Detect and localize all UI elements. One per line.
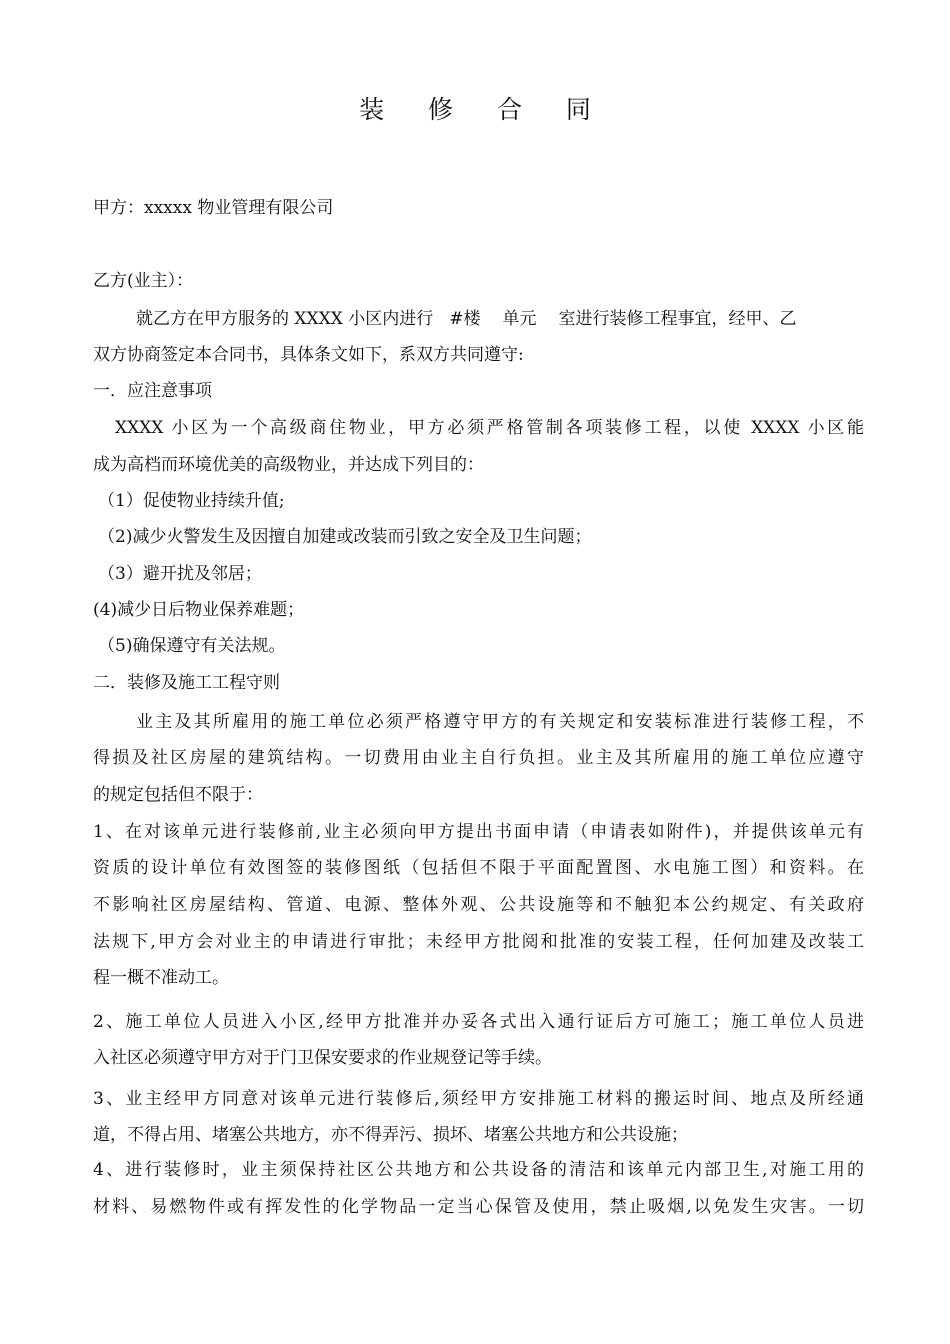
- section-2-paragraph-line-1: 业主及其所雇用的施工单位必须严格遵守甲方的有关规定和安装标准进行装修工程，不: [136, 712, 864, 732]
- clause-3-line-1: 3、业主经甲方同意对该单元进行装修后,须经甲方安排施工材料的搬运时间、地点及所经通: [93, 1089, 864, 1109]
- intro-text-1: 就乙方在甲方服务的 XXXX 小区内进行: [136, 309, 434, 329]
- party-b-line: 乙方(业主）：: [93, 271, 194, 291]
- section-1-item-4: (4)减少日后物业保养难题；: [93, 600, 305, 620]
- clause-1-line-3: 不影响社区房屋结构、管道、电源、整体外观、公共设施等和不触犯本公约规定、有关政府: [93, 895, 864, 915]
- clause-1-line-5: 程一概不准动工。: [93, 968, 229, 988]
- intro-text-2: 室进行装修工程事宜，经甲、乙: [558, 309, 797, 329]
- clause-2-line-2: 入社区必须遵守甲方对于门卫保安要求的作业规登记等手续。: [93, 1048, 552, 1068]
- section-1-paragraph-line-1: XXXX 小区为一个高级商住物业，甲方必须严格管制各项装修工程，以使 XXXX 小区能: [115, 418, 864, 438]
- clause-4-line-2: 材料、易燃物件或有挥发性的化学物品一定当心保管及使用，禁止吸烟,以免发生灾害。一切: [93, 1197, 864, 1217]
- section-2-paragraph-line-2: 得损及社区房屋的建筑结构。一切费用由业主自行负担。业主及其所雇用的施工单位应遵守: [93, 748, 864, 768]
- section-1-item-2: （2)减少火警发生及因擅自加建或改装而引致之安全及卫生问题；: [98, 527, 592, 547]
- section-1-heading: 一．应注意事项: [93, 381, 212, 401]
- section-2-heading: 二．装修及施工工程守则: [93, 673, 280, 693]
- section-1-item-5: （5)确保遵守有关法规。: [98, 636, 286, 656]
- clause-2-line-1: 2、施工单位人员进入小区,经甲方批准并办妥各式出入通行证后方可施工；施工单位人员进: [93, 1012, 864, 1032]
- intro-line-2: 双方协商签定本合同书，具体条文如下，系双方共同遵守:: [93, 345, 524, 365]
- clause-1-line-1: 1、在对该单元进行装修前,业主必须向甲方提出书面申请（申请表如附件)，并提供该单元有: [93, 822, 864, 842]
- document-title: 装 修 合 同: [359, 95, 609, 124]
- intro-unit-label: 单元: [502, 309, 537, 329]
- intro-building-label: #楼: [449, 309, 481, 329]
- section-1-paragraph-line-2: 成为高档而环境优美的高级物业，并达成下列目的：: [93, 455, 484, 475]
- clause-3-line-2: 道，不得占用、堵塞公共地方，亦不得弄污、损坏、堵塞公共地方和公共设施；: [93, 1125, 688, 1145]
- clause-1-line-4: 法规下,甲方会对业主的申请进行审批；未经甲方批阅和批准的安装工程，任何加建及改装工: [93, 932, 864, 952]
- section-2-paragraph-line-3: 的规定包括但不限于：: [93, 785, 263, 805]
- clause-4-line-1: 4、进行装修时，业主须保持社区公共地方和公共设备的清洁和该单元内部卫生,对施工用的: [93, 1160, 864, 1180]
- clause-1-line-2: 资质的设计单位有效图签的装修图纸（包括但不限于平面配置图、水电施工图）和资料。在: [93, 858, 864, 878]
- intro-line-1: [0, 305, 950, 333]
- section-1-item-3: （3）避开扰及邻居；: [98, 564, 262, 584]
- party-a-line: 甲方：xxxxx 物业管理有限公司: [93, 198, 334, 218]
- section-1-item-1: （1）促使物业持续升值;: [98, 491, 285, 511]
